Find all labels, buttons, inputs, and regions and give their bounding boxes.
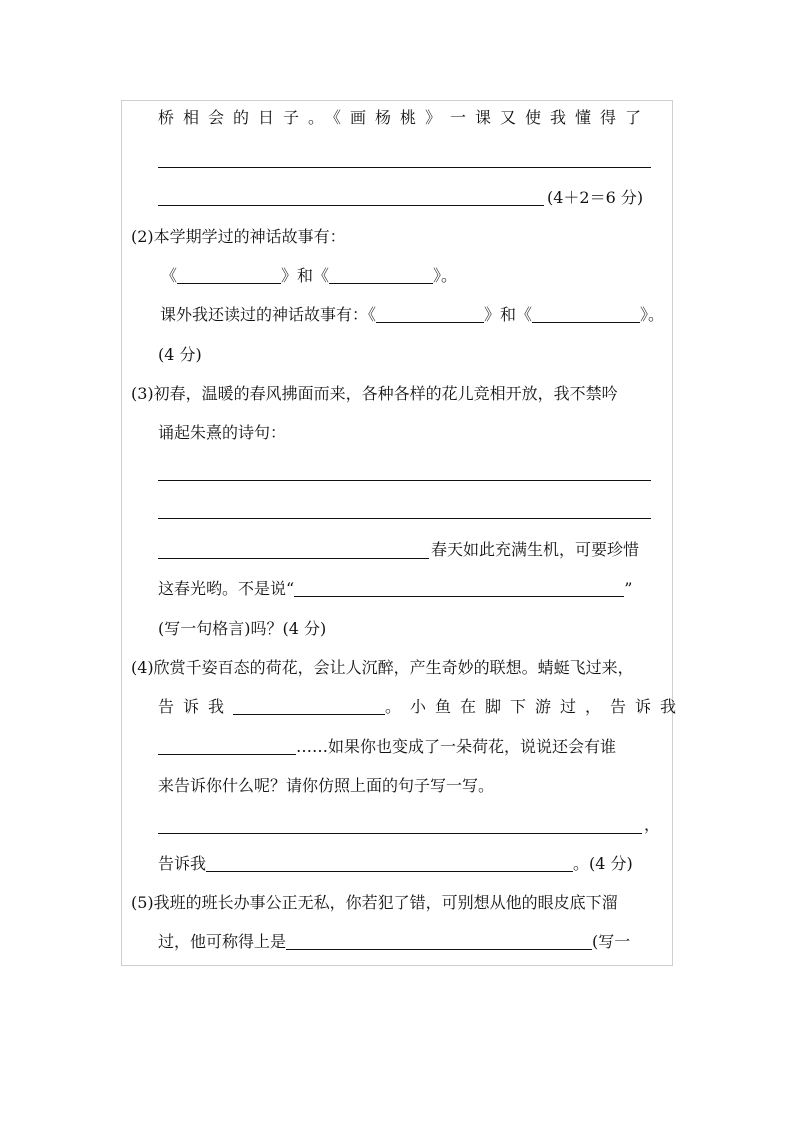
q4-stem-1: (4)欣赏千姿百态的荷花，会让人沉醉，产生奇妙的联想。蜻蜓飞过来，	[131, 658, 634, 677]
q4-answer-line[interactable]	[158, 833, 642, 834]
q2-extra-and: 》和《	[484, 305, 533, 324]
q2-extra-line	[160, 305, 664, 325]
q2-score: (4 分)	[158, 345, 202, 364]
q4-answer-prefix: 告诉我	[158, 854, 207, 873]
q3-poem-line-3[interactable]	[158, 558, 429, 559]
q3-poem-line-1[interactable]	[158, 480, 651, 481]
q4-answer-blank[interactable]	[206, 855, 573, 872]
q2-stem: (2)本学期学过的神话故事有：	[131, 227, 346, 246]
q1-line1: 桥相会的日子。《画杨桃》一课又使我懂得了	[158, 108, 651, 127]
q3-saying-blank[interactable]	[294, 580, 624, 597]
q3-stem-1: (3)初春，温暖的春风拂面而来，各种各样的花儿竞相开放，我不禁吟	[131, 384, 618, 403]
q5-answer-blank[interactable]	[286, 933, 592, 950]
q5-stem-2-line	[158, 932, 630, 952]
q3-score: (写一句格言)吗？(4 分)	[158, 619, 327, 638]
q4-dragonfly-blank[interactable]	[233, 698, 385, 715]
q4-tell1-suffix: 。小鱼在脚下游过，告诉我	[385, 697, 686, 716]
q4-tell-line-1	[158, 697, 685, 717]
q1-answer-line-2[interactable]	[158, 205, 544, 206]
q4-fish-blank[interactable]	[158, 738, 296, 755]
q2-open-mark: 《	[161, 266, 178, 285]
q2-and-mark: 》和《	[281, 266, 330, 285]
q4-comma: ，	[644, 815, 661, 834]
q3-poem-line-2[interactable]	[158, 518, 651, 519]
q5-stem-2-suffix: (写一	[592, 932, 631, 951]
q1-answer-line-1[interactable]	[158, 167, 651, 168]
q2-end-mark: 》。	[433, 266, 458, 285]
q2-books-line	[161, 266, 457, 286]
q4-tell-line-2	[158, 737, 616, 757]
q4-stem-3: 来告诉你什么呢？请你仿照上面的句子写一写。	[158, 776, 495, 795]
q4-tell2-suffix: ……如果你也变成了一朵荷花，说说还会有谁	[296, 737, 617, 756]
q1-score: (4＋2＝6 分)	[547, 188, 644, 207]
q2-book-blank-2[interactable]	[329, 267, 433, 284]
q2-book-blank-1[interactable]	[177, 267, 281, 284]
q5-stem-1: (5)我班的班长办事公正无私，你若犯了错，可别想从他的眼皮底下溜	[131, 893, 618, 912]
q2-extra-blank-2[interactable]	[532, 306, 640, 323]
q2-extra-end: 》。	[640, 305, 665, 324]
q4-answer-row	[158, 854, 633, 874]
q3-saying-line	[158, 579, 632, 599]
q2-extra-blank-1[interactable]	[376, 306, 484, 323]
q4-tell1-prefix: 告诉我	[158, 697, 234, 716]
q4-score: 。(4 分)	[573, 854, 633, 873]
q3-saying-suffix: ”	[624, 579, 633, 598]
q2-extra-prefix: 课外我还读过的神话故事有：《	[160, 305, 377, 324]
q3-stem-2: 诵起朱熹的诗句：	[158, 423, 287, 442]
q5-stem-2: 过，他可称得上是	[158, 932, 287, 951]
q3-saying-prefix: 这春光哟。不是说“	[158, 579, 295, 598]
q3-after-poem: 春天如此充满生机，可要珍惜	[431, 540, 640, 559]
